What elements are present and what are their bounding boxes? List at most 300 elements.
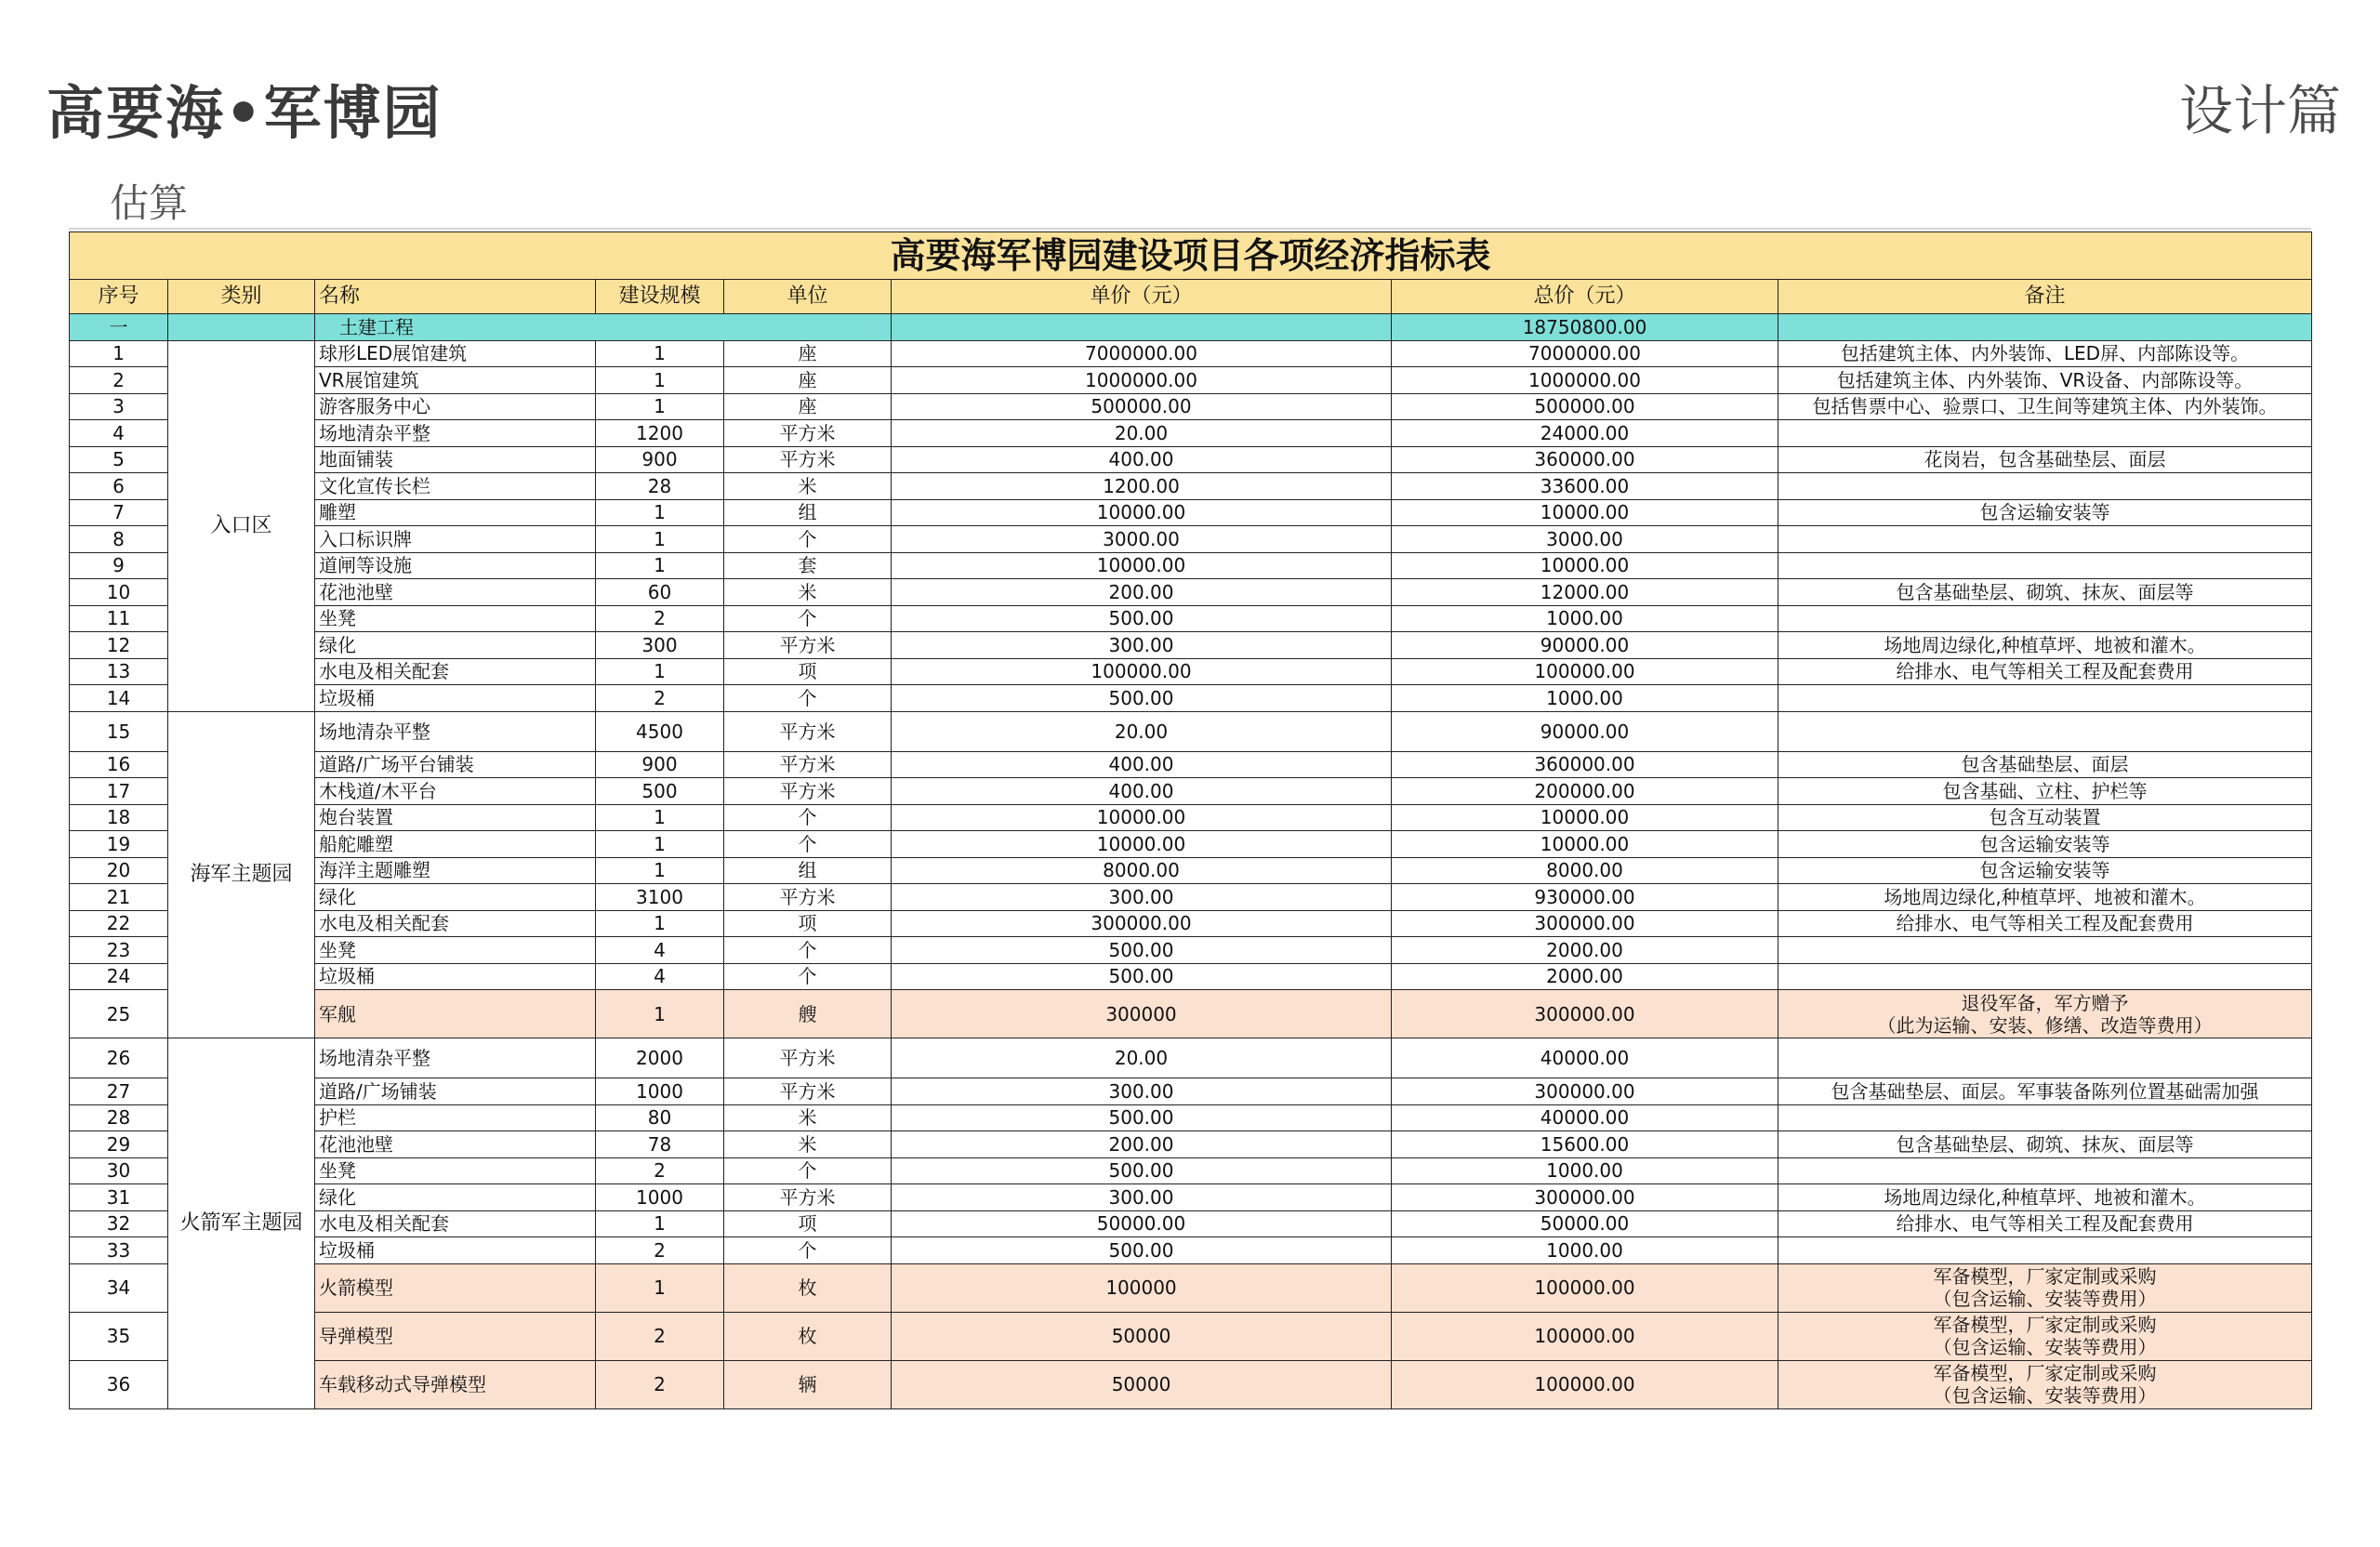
row-unit-price: 20.00 xyxy=(892,1038,1392,1078)
row-scale: 1000 xyxy=(596,1078,724,1105)
row-note xyxy=(1778,1184,2312,1211)
row-scale: 1 xyxy=(596,857,724,884)
row-scale: 4500 xyxy=(596,711,724,751)
row-note-line2: （包含运输、安装等费用） xyxy=(1933,1288,2157,1310)
row-unit: 米 xyxy=(724,1104,892,1131)
row-scale: 1 xyxy=(596,1210,724,1237)
row-no: 22 xyxy=(70,910,168,937)
row-unit-price: 50000 xyxy=(892,1360,1392,1408)
row-unit-price: 7000000.00 xyxy=(892,340,1392,367)
table-row xyxy=(70,910,2312,937)
row-unit-price: 100000 xyxy=(892,1263,1392,1312)
row-unit-price: 1000000.00 xyxy=(892,367,1392,394)
row-note-line1: 包含运输安装等 xyxy=(1979,832,2110,855)
row-total-price: 50000.00 xyxy=(1392,1210,1778,1237)
row-unit-price: 20.00 xyxy=(892,420,1392,447)
row-note-line1: 军备模型，厂家定制或采购 xyxy=(1933,1314,2157,1336)
row-scale: 2 xyxy=(596,605,724,632)
row-total-price: 7000000.00 xyxy=(1392,340,1778,367)
row-unit-price: 400.00 xyxy=(892,751,1392,778)
row-total-price: 10000.00 xyxy=(1392,499,1778,526)
table-row xyxy=(70,990,2312,1038)
row-unit: 枚 xyxy=(724,1312,892,1360)
row-unit: 个 xyxy=(724,1237,892,1264)
table-row xyxy=(70,937,2312,964)
table-row xyxy=(70,778,2312,805)
row-total-price: 1000.00 xyxy=(1392,605,1778,632)
row-unit: 个 xyxy=(724,605,892,632)
col-header-no: 序号 xyxy=(70,280,168,314)
row-scale: 80 xyxy=(596,1104,724,1131)
row-total-price: 15600.00 xyxy=(1392,1131,1778,1158)
row-unit-price: 300000 xyxy=(892,990,1392,1038)
table-row xyxy=(70,1263,2312,1312)
row-unit: 项 xyxy=(724,658,892,685)
row-name: 坐凳 xyxy=(315,937,596,964)
row-scale: 900 xyxy=(596,751,724,778)
row-scale: 1 xyxy=(596,910,724,937)
row-note xyxy=(1778,857,2312,884)
row-no: 31 xyxy=(70,1184,168,1211)
row-name: 绿化 xyxy=(315,1184,596,1211)
row-total-price: 90000.00 xyxy=(1392,632,1778,659)
row-unit-price: 500.00 xyxy=(892,605,1392,632)
row-note xyxy=(1778,658,2312,685)
row-unit-price: 10000.00 xyxy=(892,831,1392,858)
row-no: 4 xyxy=(70,420,168,447)
row-note-line1: 退役军备，军方赠予 xyxy=(1961,991,2129,1014)
table-row xyxy=(70,831,2312,858)
row-total-price: 10000.00 xyxy=(1392,831,1778,858)
row-total-price: 3000.00 xyxy=(1392,526,1778,553)
row-total-price: 90000.00 xyxy=(1392,711,1778,751)
row-scale: 2000 xyxy=(596,1038,724,1078)
col-header-unit-price: 单价（元） xyxy=(892,280,1392,314)
row-note xyxy=(1778,473,2312,500)
row-name: 坐凳 xyxy=(315,1157,596,1184)
table-row xyxy=(70,1104,2312,1131)
row-no: 30 xyxy=(70,1157,168,1184)
row-unit: 项 xyxy=(724,910,892,937)
row-unit: 座 xyxy=(724,393,892,420)
row-scale: 60 xyxy=(596,579,724,606)
divider xyxy=(69,228,2311,230)
category-total: 18750800.00 xyxy=(1392,314,1778,341)
row-name: 水电及相关配套 xyxy=(315,658,596,685)
row-unit-price: 500000.00 xyxy=(892,393,1392,420)
row-note xyxy=(1778,499,2312,526)
row-scale: 78 xyxy=(596,1131,724,1158)
row-note xyxy=(1778,526,2312,553)
row-unit: 米 xyxy=(724,579,892,606)
table-row xyxy=(70,526,2312,553)
row-name: 游客服务中心 xyxy=(315,393,596,420)
row-no: 3 xyxy=(70,393,168,420)
row-scale: 1 xyxy=(596,367,724,394)
table-row xyxy=(70,685,2312,712)
row-unit: 座 xyxy=(724,367,892,394)
row-no: 2 xyxy=(70,367,168,394)
table-row xyxy=(70,1210,2312,1237)
row-note-line1: 包含基础、立柱、护栏等 xyxy=(1942,779,2148,802)
row-note xyxy=(1778,990,2312,1038)
row-scale: 2 xyxy=(596,1360,724,1408)
row-total-price: 12000.00 xyxy=(1392,579,1778,606)
table-row xyxy=(70,473,2312,500)
row-no: 34 xyxy=(70,1263,168,1312)
row-total-price: 10000.00 xyxy=(1392,552,1778,579)
row-scale: 28 xyxy=(596,473,724,500)
row-no: 17 xyxy=(70,778,168,805)
row-note xyxy=(1778,552,2312,579)
row-note xyxy=(1778,831,2312,858)
table-row xyxy=(70,1184,2312,1211)
row-name: 导弹模型 xyxy=(315,1312,596,1360)
row-name: 水电及相关配套 xyxy=(315,1210,596,1237)
col-header-unit: 单位 xyxy=(724,280,892,314)
row-scale: 2 xyxy=(596,685,724,712)
row-no: 29 xyxy=(70,1131,168,1158)
category-group-label: 海军主题园 xyxy=(168,711,315,1038)
row-unit: 个 xyxy=(724,831,892,858)
row-no: 23 xyxy=(70,937,168,964)
row-name: 场地清杂平整 xyxy=(315,711,596,751)
row-note-line1: 花岗岩，包含基础垫层、面层 xyxy=(1924,448,2166,471)
row-no: 15 xyxy=(70,711,168,751)
row-note xyxy=(1778,393,2312,420)
row-note-line1: 包含基础垫层、面层 xyxy=(1961,753,2129,776)
table-row xyxy=(70,1038,2312,1078)
row-unit: 个 xyxy=(724,937,892,964)
row-name: 入口标识牌 xyxy=(315,526,596,553)
row-total-price: 100000.00 xyxy=(1392,1360,1778,1408)
row-unit-price: 100000.00 xyxy=(892,658,1392,685)
row-no: 33 xyxy=(70,1237,168,1264)
category-group-label: 火箭军主题园 xyxy=(168,1038,315,1409)
row-unit: 平方米 xyxy=(724,884,892,911)
row-scale: 1 xyxy=(596,393,724,420)
row-name: 海洋主题雕塑 xyxy=(315,857,596,884)
row-total-price: 100000.00 xyxy=(1392,1312,1778,1360)
row-scale: 4 xyxy=(596,963,724,990)
row-note-line2: （包含运输、安装等费用） xyxy=(1933,1384,2157,1407)
row-name: 花池池壁 xyxy=(315,1131,596,1158)
row-scale: 1 xyxy=(596,1263,724,1312)
row-note xyxy=(1778,711,2312,751)
table-title: 高要海军博园建设项目各项经济指标表 xyxy=(70,232,2312,280)
row-note-line1: 场地周边绿化,种植草坪、地被和灌木。 xyxy=(1884,885,2206,908)
row-note xyxy=(1778,804,2312,831)
row-note xyxy=(1778,884,2312,911)
row-unit: 套 xyxy=(724,552,892,579)
row-name: 场地清杂平整 xyxy=(315,1038,596,1078)
table-row xyxy=(70,367,2312,394)
row-note xyxy=(1778,778,2312,805)
row-note-line2: （包含运输、安装等费用） xyxy=(1933,1336,2157,1358)
row-scale: 1 xyxy=(596,552,724,579)
row-scale: 1 xyxy=(596,990,724,1038)
row-note xyxy=(1778,367,2312,394)
row-unit: 平方米 xyxy=(724,751,892,778)
row-total-price: 300000.00 xyxy=(1392,910,1778,937)
row-note xyxy=(1778,1038,2312,1078)
row-total-price: 100000.00 xyxy=(1392,658,1778,685)
row-unit: 平方米 xyxy=(724,632,892,659)
row-unit-price: 500.00 xyxy=(892,1104,1392,1131)
row-scale: 300 xyxy=(596,632,724,659)
row-scale: 900 xyxy=(596,446,724,473)
row-unit-price: 500.00 xyxy=(892,937,1392,964)
row-name: 场地清杂平整 xyxy=(315,420,596,447)
row-unit-price: 500.00 xyxy=(892,1157,1392,1184)
row-name: 垃圾桶 xyxy=(315,685,596,712)
row-name: 护栏 xyxy=(315,1104,596,1131)
row-no: 1 xyxy=(70,340,168,367)
table-row xyxy=(70,340,2312,367)
table-row xyxy=(70,963,2312,990)
page-subtitle: 估算 xyxy=(110,180,189,226)
category-row xyxy=(70,314,2312,341)
row-name: VR展馆建筑 xyxy=(315,367,596,394)
row-unit-price: 200.00 xyxy=(892,1131,1392,1158)
table-row xyxy=(70,605,2312,632)
row-note-line1: 包含基础垫层、砌筑、抹灰、面层等 xyxy=(1896,580,2194,603)
row-no: 18 xyxy=(70,804,168,831)
row-unit: 平方米 xyxy=(724,1038,892,1078)
row-total-price: 2000.00 xyxy=(1392,937,1778,964)
row-unit: 个 xyxy=(724,804,892,831)
row-note-line1: 包含基础垫层、面层。军事装备陈列位置基础需加强 xyxy=(1831,1079,2259,1103)
row-unit: 平方米 xyxy=(724,711,892,751)
row-note-line1: 包含运输安装等 xyxy=(1979,859,2110,882)
row-name: 木栈道/木平台 xyxy=(315,778,596,805)
row-total-price: 300000.00 xyxy=(1392,990,1778,1038)
row-note-line1: 包括售票中心、验票口、卫生间等建筑主体、内外装饰。 xyxy=(1812,395,2278,418)
row-unit-price: 50000.00 xyxy=(892,1210,1392,1237)
row-unit: 个 xyxy=(724,1157,892,1184)
row-total-price: 1000.00 xyxy=(1392,1237,1778,1264)
row-unit-price: 300.00 xyxy=(892,1184,1392,1211)
row-note-line1: 包括建筑主体、内外装饰、VR设备、内部陈设等。 xyxy=(1836,368,2254,391)
row-name: 球形LED展馆建筑 xyxy=(315,340,596,367)
row-name: 地面铺装 xyxy=(315,446,596,473)
row-unit-price: 10000.00 xyxy=(892,499,1392,526)
row-total-price: 2000.00 xyxy=(1392,963,1778,990)
row-scale: 4 xyxy=(596,937,724,964)
row-scale: 1200 xyxy=(596,420,724,447)
row-total-price: 40000.00 xyxy=(1392,1104,1778,1131)
row-no: 25 xyxy=(70,990,168,1038)
row-no: 13 xyxy=(70,658,168,685)
row-note-line1: 包含运输安装等 xyxy=(1979,501,2110,524)
row-name: 军舰 xyxy=(315,990,596,1038)
row-scale: 1000 xyxy=(596,1184,724,1211)
row-unit: 个 xyxy=(724,526,892,553)
row-note-line1: 军备模型，厂家定制或采购 xyxy=(1933,1265,2157,1288)
table-row xyxy=(70,420,2312,447)
row-unit-price: 10000.00 xyxy=(892,552,1392,579)
row-name: 雕塑 xyxy=(315,499,596,526)
row-unit-price: 400.00 xyxy=(892,446,1392,473)
row-total-price: 1000.00 xyxy=(1392,1157,1778,1184)
row-no: 24 xyxy=(70,963,168,990)
row-unit-price: 300.00 xyxy=(892,884,1392,911)
table-row xyxy=(70,658,2312,685)
row-total-price: 8000.00 xyxy=(1392,857,1778,884)
row-no: 14 xyxy=(70,685,168,712)
row-no: 11 xyxy=(70,605,168,632)
row-total-price: 10000.00 xyxy=(1392,804,1778,831)
row-unit: 米 xyxy=(724,473,892,500)
row-note xyxy=(1778,1312,2312,1360)
row-note-line1: 给排水、电气等相关工程及配套费用 xyxy=(1896,912,2194,935)
row-name: 绿化 xyxy=(315,884,596,911)
col-header-note: 备注 xyxy=(1778,280,2312,314)
table-row xyxy=(70,711,2312,751)
row-name: 火箭模型 xyxy=(315,1263,596,1312)
row-note xyxy=(1778,1210,2312,1237)
row-note xyxy=(1778,340,2312,367)
row-name: 绿化 xyxy=(315,632,596,659)
row-unit: 辆 xyxy=(724,1360,892,1408)
row-total-price: 200000.00 xyxy=(1392,778,1778,805)
row-unit: 平方米 xyxy=(724,1078,892,1105)
row-scale: 2 xyxy=(596,1237,724,1264)
row-name: 道路/广场平台铺装 xyxy=(315,751,596,778)
row-total-price: 40000.00 xyxy=(1392,1038,1778,1078)
row-unit-price: 300.00 xyxy=(892,1078,1392,1105)
row-name: 炮台装置 xyxy=(315,804,596,831)
row-unit-price: 20.00 xyxy=(892,711,1392,751)
row-note xyxy=(1778,910,2312,937)
row-note-line1: 包括建筑主体、内外装饰、LED屏、内部陈设等。 xyxy=(1840,342,2250,365)
row-scale: 1 xyxy=(596,831,724,858)
row-no: 5 xyxy=(70,446,168,473)
row-no: 19 xyxy=(70,831,168,858)
brand-title: 高要海•军博园 xyxy=(46,79,443,147)
row-note-line1: 军备模型，厂家定制或采购 xyxy=(1933,1362,2157,1384)
row-note xyxy=(1778,579,2312,606)
category-name: 土建工程 xyxy=(315,314,892,341)
economic-index-table-container xyxy=(69,231,2311,1409)
row-note xyxy=(1778,1237,2312,1264)
table-header-row xyxy=(70,280,2312,314)
row-total-price: 300000.00 xyxy=(1392,1078,1778,1105)
row-note xyxy=(1778,632,2312,659)
row-total-price: 100000.00 xyxy=(1392,1263,1778,1312)
row-scale: 1 xyxy=(596,526,724,553)
row-note xyxy=(1778,1131,2312,1158)
row-unit-price: 3000.00 xyxy=(892,526,1392,553)
row-note xyxy=(1778,420,2312,447)
row-name: 道路/广场铺装 xyxy=(315,1078,596,1105)
table-row xyxy=(70,1360,2312,1408)
row-no: 26 xyxy=(70,1038,168,1078)
row-unit-price: 8000.00 xyxy=(892,857,1392,884)
row-no: 16 xyxy=(70,751,168,778)
row-note-line1: 包含互动装置 xyxy=(1989,806,2101,829)
row-name: 车载移动式导弹模型 xyxy=(315,1360,596,1408)
row-no: 6 xyxy=(70,473,168,500)
col-header-scale: 建设规模 xyxy=(596,280,724,314)
row-unit: 组 xyxy=(724,499,892,526)
economic-index-table xyxy=(69,231,2312,1409)
row-note-line1: 给排水、电气等相关工程及配套费用 xyxy=(1896,1212,2194,1236)
row-no: 36 xyxy=(70,1360,168,1408)
row-scale: 1 xyxy=(596,804,724,831)
table-row xyxy=(70,1131,2312,1158)
row-unit: 平方米 xyxy=(724,778,892,805)
row-name: 水电及相关配套 xyxy=(315,910,596,937)
row-scale: 1 xyxy=(596,340,724,367)
row-name: 船舵雕塑 xyxy=(315,831,596,858)
row-scale: 1 xyxy=(596,499,724,526)
table-row xyxy=(70,1157,2312,1184)
row-note xyxy=(1778,963,2312,990)
row-total-price: 300000.00 xyxy=(1392,1184,1778,1211)
row-unit: 座 xyxy=(724,340,892,367)
row-note xyxy=(1778,1360,2312,1408)
row-note xyxy=(1778,446,2312,473)
section-label: 设计篇 xyxy=(2178,79,2341,142)
row-unit: 平方米 xyxy=(724,420,892,447)
row-unit: 组 xyxy=(724,857,892,884)
row-unit-price: 500.00 xyxy=(892,685,1392,712)
row-note-line1: 给排水、电气等相关工程及配套费用 xyxy=(1896,660,2194,683)
row-scale: 2 xyxy=(596,1312,724,1360)
row-unit-price: 500.00 xyxy=(892,1237,1392,1264)
row-name: 垃圾桶 xyxy=(315,963,596,990)
col-header-category: 类别 xyxy=(168,280,315,314)
row-total-price: 360000.00 xyxy=(1392,446,1778,473)
col-header-total-price: 总价（元） xyxy=(1392,280,1778,314)
row-scale: 1 xyxy=(596,658,724,685)
table-row xyxy=(70,446,2312,473)
table-row xyxy=(70,632,2312,659)
row-unit: 艘 xyxy=(724,990,892,1038)
row-unit-price: 1200.00 xyxy=(892,473,1392,500)
row-unit: 米 xyxy=(724,1131,892,1158)
table-row xyxy=(70,884,2312,911)
table-row xyxy=(70,857,2312,884)
row-unit-price: 500.00 xyxy=(892,963,1392,990)
row-no: 21 xyxy=(70,884,168,911)
row-note-line2: （此为运输、安装、修缮、改造等费用） xyxy=(1877,1013,2213,1037)
row-total-price: 24000.00 xyxy=(1392,420,1778,447)
row-note-line1: 包含基础垫层、砌筑、抹灰、面层等 xyxy=(1896,1132,2194,1156)
row-note xyxy=(1778,1104,2312,1131)
row-no: 9 xyxy=(70,552,168,579)
table-row xyxy=(70,393,2312,420)
col-header-name: 名称 xyxy=(315,280,596,314)
table-row xyxy=(70,804,2312,831)
row-no: 28 xyxy=(70,1104,168,1131)
row-no: 32 xyxy=(70,1210,168,1237)
row-unit-price: 200.00 xyxy=(892,579,1392,606)
row-unit: 平方米 xyxy=(724,1184,892,1211)
category-group-label: 入口区 xyxy=(168,340,315,711)
row-no: 20 xyxy=(70,857,168,884)
row-unit-price: 300000.00 xyxy=(892,910,1392,937)
row-name: 花池池壁 xyxy=(315,579,596,606)
table-row xyxy=(70,1312,2312,1360)
row-no: 8 xyxy=(70,526,168,553)
row-unit-price: 50000 xyxy=(892,1312,1392,1360)
row-scale: 2 xyxy=(596,1157,724,1184)
row-note xyxy=(1778,605,2312,632)
row-no: 12 xyxy=(70,632,168,659)
row-no: 7 xyxy=(70,499,168,526)
